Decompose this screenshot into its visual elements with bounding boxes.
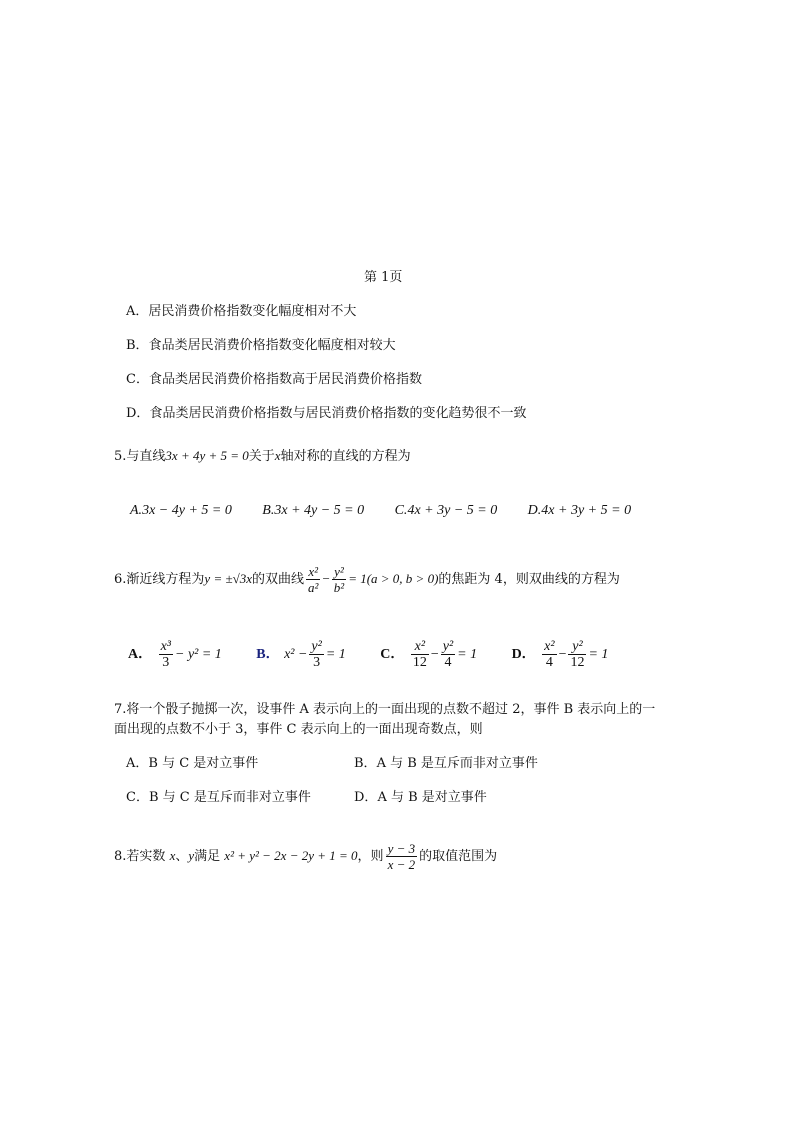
option-text: 居民消费价格指数变化幅度相对不大 — [148, 304, 357, 319]
q8-stem — [114, 836, 497, 877]
separator: 、 — [175, 849, 189, 864]
stem-text: 的焦距为 4，则双曲线的方程为 — [438, 572, 620, 587]
stem-text: 渐近线方程为 — [126, 572, 205, 587]
option-equation: 4x + 3y + 5 = 0 — [541, 503, 632, 518]
q7-option-d[interactable] — [354, 788, 487, 808]
option-label: A. — [130, 503, 143, 518]
q5-options — [130, 500, 657, 521]
option-label: C． — [126, 372, 149, 387]
option-equation: − y² = 1 — [175, 647, 222, 662]
option-equation: x² − — [284, 647, 308, 662]
q5-stem — [114, 446, 411, 467]
option-equation: 3x − 4y + 5 = 0 — [142, 503, 232, 518]
option-fraction: $\frac{\text{x²}}{12}$ — [412, 638, 427, 670]
q6-stem: 6.渐近线方程为y = ±√3x的双曲线 $\frac{\text{x²}}{\text{a²}}$ − $\frac{\text{y²}}{\text{b²}}$ = 1(a > 0, b > 0)的焦距为 4，则双曲线的方程为 — [114, 564, 620, 595]
option-text: A 与 B 是对立事件 — [377, 790, 487, 805]
stem-text: 关于 — [248, 449, 275, 464]
option-label: B． — [126, 338, 149, 353]
q7-option-a[interactable] — [126, 754, 258, 774]
option-text: B 与 C 是互斥而非对立事件 — [148, 790, 311, 805]
option-label: C． — [380, 647, 405, 662]
stem-text: 若实数 — [126, 849, 166, 864]
q4-option-d[interactable] — [126, 404, 526, 424]
option-fraction: $\frac{\text{y²}}{12}$ — [570, 638, 585, 670]
option-label: D． — [354, 790, 378, 805]
q5-option-a[interactable] — [130, 500, 232, 521]
q6-option-a[interactable] — [128, 634, 222, 675]
minus-sign: − — [558, 647, 567, 662]
q7-stem-line-1: 7.将一个骰子抛掷一次，设事件 A 表示向上的一面出现的点数不超过 2，事件 B 表示向上的一 — [114, 702, 656, 717]
option-equation: 3x + 4y − 5 = 0 — [274, 503, 365, 518]
q4-option-c[interactable] — [126, 370, 422, 390]
q5-option-d[interactable] — [528, 500, 631, 521]
option-label: B． — [256, 647, 280, 662]
line-equation: 3x + 4y + 5 = 0 — [165, 448, 249, 463]
stem-text: 与直线 — [126, 449, 166, 464]
option-label: D． — [511, 647, 536, 662]
q5-option-c[interactable] — [395, 500, 498, 521]
hyperbola-condition: = 1(a > 0, b > 0) — [348, 571, 439, 586]
q6-option-c[interactable] — [380, 634, 477, 675]
axis-variable: x — [274, 448, 281, 463]
option-label: C. — [394, 503, 408, 518]
option-label: D. — [527, 503, 542, 518]
stem-text: ，则 — [357, 849, 384, 864]
hyperbola-fraction-y: $\frac{\text{y²}}{\text{b²}}$ — [333, 564, 345, 595]
option-equation: 4x + 3y − 5 = 0 — [407, 503, 498, 518]
hyperbola-fraction-x: $\frac{\text{x²}}{\text{a²}}$ — [308, 564, 319, 595]
option-fraction: $\frac{\text{x³}}{3}$ — [160, 638, 171, 670]
option-label: C． — [126, 790, 149, 805]
option-fraction: $\frac{\text{y²}}{3}$ — [311, 638, 322, 670]
option-label: B． — [354, 756, 377, 771]
question-number: 6. — [114, 572, 127, 587]
option-equation: = 1 — [457, 647, 478, 662]
variable-y: y — [188, 848, 195, 863]
stem-text: 的双曲线 — [252, 572, 305, 587]
stem-text: 轴对称的直线的方程为 — [280, 449, 411, 464]
option-fraction: $\frac{\text{y²}}{4}$ — [442, 638, 454, 670]
option-text: B 与 C 是对立事件 — [148, 756, 259, 771]
option-equation: = 1 — [325, 647, 346, 662]
q7-option-b[interactable] — [354, 754, 538, 774]
option-fraction: $\frac{\text{x²}}{4}$ — [544, 638, 555, 670]
option-text: A 与 B 是互斥而非对立事件 — [376, 756, 538, 771]
q7-option-c[interactable] — [126, 788, 311, 808]
option-equation: = 1 — [588, 647, 609, 662]
q4-option-b[interactable] — [126, 336, 396, 356]
question-number: 5. — [114, 449, 127, 464]
stem-text: 满足 — [194, 849, 221, 864]
minus-sign: − — [430, 647, 439, 662]
q6-options — [128, 634, 608, 675]
option-label: A． — [126, 304, 149, 319]
ratio-fraction: $\frac{y - 3}{x - 2}$ — [387, 841, 416, 872]
option-label: B. — [262, 503, 275, 518]
option-label: A． — [126, 756, 149, 771]
variable-x: x — [169, 848, 176, 863]
q7-stem-line-2: 面出现的点数不小于 3，事件 C 表示向上的一面出现奇数点，则 — [114, 722, 483, 737]
option-label: A． — [128, 647, 153, 662]
option-label: D． — [126, 406, 150, 421]
q5-option-b[interactable] — [262, 500, 364, 521]
q6-option-d[interactable] — [512, 634, 609, 675]
question-number: 8. — [114, 849, 127, 864]
q4-option-a[interactable] — [126, 302, 356, 322]
q6-option-b[interactable] — [256, 634, 346, 675]
circle-equation: x² + y² − 2x − 2y + 1 = 0 — [224, 848, 358, 863]
asymptote-equation: y = ±√3x — [204, 571, 253, 586]
page-label: 第 1页 — [364, 270, 403, 285]
option-text: 食品类居民消费价格指数高于居民消费价格指数 — [148, 372, 422, 387]
option-text: 食品类居民消费价格指数与居民消费价格指数的变化趋势很不一致 — [149, 406, 527, 421]
option-text: 食品类居民消费价格指数变化幅度相对较大 — [148, 338, 396, 353]
stem-text: 的取值范围为 — [419, 849, 498, 864]
